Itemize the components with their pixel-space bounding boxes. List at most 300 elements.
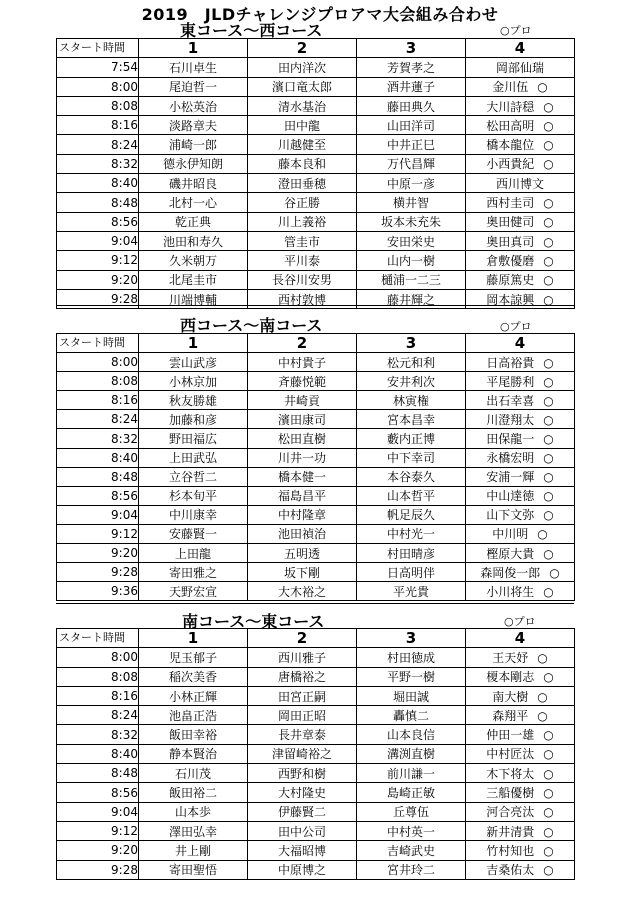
player-cell	[139, 270, 248, 289]
player-name: 河合亮汰	[486, 805, 535, 820]
player-name: 川越健至	[277, 138, 326, 153]
player-cell	[357, 372, 466, 391]
table-row	[57, 429, 575, 448]
player-cell	[357, 563, 466, 582]
pro-marker: ○	[543, 451, 554, 466]
player-name: 久米朝万	[168, 253, 217, 268]
player-cell	[248, 860, 357, 879]
player-cell	[248, 686, 357, 705]
player-cell	[357, 486, 466, 505]
player-name: 中村貴子	[277, 355, 326, 370]
player-cell	[466, 448, 575, 467]
table-row	[57, 231, 575, 250]
player-name: 中村光一	[386, 527, 435, 542]
player-slot-header: 1	[139, 629, 248, 648]
player-name: 三船優樹	[486, 786, 535, 801]
start-time-cell: 9:04	[57, 231, 139, 250]
section-divider	[56, 603, 574, 604]
player-cell	[248, 706, 357, 725]
player-name: 澄田垂穂	[277, 176, 326, 191]
player-slot-header: 4	[466, 39, 575, 58]
player-cell	[248, 783, 357, 802]
player-slot-header: 4	[466, 334, 575, 353]
player-cell	[139, 841, 248, 860]
player-name: 坂本未充朱	[380, 215, 441, 230]
start-time-cell: 9:20	[57, 270, 139, 289]
pro-marker: ○	[543, 584, 554, 599]
player-name: 小西貴紀	[486, 157, 535, 172]
pro-marker: ○	[543, 292, 554, 307]
player-cell	[466, 193, 575, 212]
player-cell	[466, 486, 575, 505]
player-name: 吉崎武史	[386, 843, 435, 858]
player-name: 長谷川安男	[271, 273, 332, 288]
player-name: 中川康幸	[168, 508, 217, 523]
player-name: 飯田裕二	[168, 786, 217, 801]
player-cell	[248, 648, 357, 667]
table-row	[57, 193, 575, 212]
start-time-cell: 8:32	[57, 429, 139, 448]
player-name: 安藤賢一	[168, 527, 217, 542]
start-time-cell: 8:24	[57, 135, 139, 154]
player-name: 雲山武彦	[168, 355, 217, 370]
pro-marker: ○	[543, 118, 554, 133]
player-name: 長井章泰	[277, 728, 326, 743]
player-cell	[248, 524, 357, 543]
pro-marker: ○	[543, 766, 554, 781]
player-name: 宮井玲二	[386, 863, 435, 878]
player-name: 坂下剛	[283, 565, 320, 580]
player-cell	[357, 58, 466, 77]
start-time-cell: 8:56	[57, 783, 139, 802]
table-row	[57, 648, 575, 667]
player-name: 飯田幸裕	[168, 728, 217, 743]
player-slot-header: 3	[357, 334, 466, 353]
player-name: 田内洋次	[277, 60, 326, 75]
pairing-table	[56, 628, 575, 880]
player-name: 中川明	[492, 527, 529, 542]
player-name: 井崎貢	[283, 393, 320, 408]
table-row	[57, 860, 575, 879]
player-name: 上田龍	[174, 546, 211, 561]
player-name: 万代昌輝	[386, 157, 435, 172]
player-name: 山下文弥	[486, 508, 535, 523]
player-cell	[248, 802, 357, 821]
player-name: 西村圭司	[486, 196, 535, 211]
player-name: 稲次美香	[168, 670, 217, 685]
player-cell	[466, 212, 575, 231]
player-cell	[139, 372, 248, 391]
player-name: 平野一樹	[386, 670, 435, 685]
player-cell	[139, 212, 248, 231]
start-time-cell: 9:12	[57, 524, 139, 543]
player-name: 大川詩穏	[486, 99, 535, 114]
player-cell	[357, 410, 466, 429]
pro-marker: ○	[537, 689, 548, 704]
player-slot-header: 3	[357, 629, 466, 648]
player-name: 金川伍	[492, 80, 529, 95]
table-row	[57, 251, 575, 270]
player-name: 新井清貴	[486, 824, 535, 839]
player-name: 奥田健司	[486, 215, 535, 230]
player-name: 日高明伴	[386, 565, 435, 580]
player-cell	[139, 448, 248, 467]
player-name: 石川茂	[174, 766, 211, 781]
player-cell	[248, 154, 357, 173]
pro-marker: ○	[537, 527, 548, 542]
section-title: 西コース～南コース	[180, 316, 323, 335]
table-header-row	[57, 334, 575, 353]
start-time-cell: 8:00	[57, 648, 139, 667]
player-name: 田中龍	[283, 118, 320, 133]
player-name: 大村隆史	[277, 786, 326, 801]
player-cell	[248, 448, 357, 467]
start-time-cell: 9:28	[57, 860, 139, 879]
player-name: 藤井輝之	[386, 292, 435, 307]
player-name: 津留崎裕之	[271, 747, 332, 762]
pro-marker: ○	[543, 234, 554, 249]
player-cell	[139, 251, 248, 270]
start-time-cell: 8:24	[57, 410, 139, 429]
player-cell	[139, 648, 248, 667]
player-name: 樋浦一二三	[380, 273, 441, 288]
player-name: 立谷哲二	[168, 470, 217, 485]
pro-marker: ○	[543, 546, 554, 561]
page-title: 2019 JLDチャレンジプロアマ大会組み合わせ	[141, 5, 499, 24]
player-name: 村田晴彦	[386, 546, 435, 561]
player-name: 小松英治	[168, 99, 217, 114]
player-cell	[466, 77, 575, 96]
player-cell	[139, 135, 248, 154]
player-cell	[357, 860, 466, 879]
pro-marker: ○	[543, 843, 554, 858]
player-name: 出石幸喜	[486, 393, 535, 408]
player-name: 中原博之	[277, 863, 326, 878]
start-time-cell: 9:20	[57, 841, 139, 860]
player-cell	[248, 582, 357, 601]
player-cell	[357, 821, 466, 840]
player-name: 藤原篤史	[486, 273, 535, 288]
player-cell	[466, 667, 575, 686]
start-time-cell: 9:20	[57, 544, 139, 563]
player-name: 中山達徳	[486, 489, 535, 504]
player-name: 山本哲平	[386, 489, 435, 504]
player-name: 池畠正浩	[168, 708, 217, 723]
player-name: 松元和利	[386, 355, 435, 370]
player-cell	[139, 706, 248, 725]
pairing-table	[56, 38, 575, 309]
pro-marker: ○	[543, 728, 554, 743]
table-row	[57, 706, 575, 725]
table-row	[57, 135, 575, 154]
player-name: 山本良信	[386, 728, 435, 743]
player-cell	[466, 135, 575, 154]
player-name: 斉藤悦範	[277, 374, 326, 389]
player-cell	[466, 544, 575, 563]
player-cell	[466, 505, 575, 524]
player-cell	[466, 725, 575, 744]
player-name: 野田福広	[168, 432, 217, 447]
start-time-cell: 9:28	[57, 563, 139, 582]
start-time-cell: 9:28	[57, 289, 139, 308]
start-time-cell: 8:40	[57, 744, 139, 763]
player-name: 秋友勝雄	[168, 393, 217, 408]
start-time-cell: 8:08	[57, 96, 139, 115]
player-cell	[139, 582, 248, 601]
player-cell	[357, 77, 466, 96]
player-name: 溝渕直樹	[386, 747, 435, 762]
pairing-table	[56, 333, 575, 601]
player-name: 中村匠汰	[486, 747, 535, 762]
player-name: 西村敦博	[277, 292, 326, 307]
player-cell	[357, 135, 466, 154]
player-name: 奥田真司	[486, 234, 535, 249]
player-name: 清水基治	[277, 99, 326, 114]
table-row	[57, 764, 575, 783]
table-row	[57, 212, 575, 231]
player-cell	[357, 251, 466, 270]
player-cell	[357, 96, 466, 115]
start-time-cell: 8:32	[57, 154, 139, 173]
player-cell	[248, 251, 357, 270]
player-name: 岡本諒興	[486, 292, 535, 307]
player-cell	[357, 686, 466, 705]
player-name: 川井一功	[277, 451, 326, 466]
player-cell	[248, 544, 357, 563]
player-slot-header: 1	[139, 334, 248, 353]
start-time-cell: 8:40	[57, 448, 139, 467]
pro-marker: ○	[543, 215, 554, 230]
pro-legend: ○プロ	[500, 320, 532, 333]
player-name: 加藤和彦	[168, 412, 217, 427]
player-name: 日高裕貴	[486, 355, 535, 370]
player-name: 浦崎一郎	[168, 138, 217, 153]
player-name: 川上義裕	[277, 215, 326, 230]
player-cell	[248, 841, 357, 860]
pro-legend: ○プロ	[500, 24, 532, 37]
table-row	[57, 544, 575, 563]
player-cell	[357, 448, 466, 467]
section-divider	[56, 305, 574, 306]
player-cell	[139, 686, 248, 705]
player-cell	[248, 231, 357, 250]
table-row	[57, 116, 575, 135]
table-row	[57, 448, 575, 467]
player-name: 本谷泰久	[386, 470, 435, 485]
player-cell	[139, 544, 248, 563]
player-cell	[248, 193, 357, 212]
player-cell	[248, 96, 357, 115]
player-cell	[466, 821, 575, 840]
player-cell	[357, 841, 466, 860]
player-cell	[139, 725, 248, 744]
table-row	[57, 410, 575, 429]
player-cell	[357, 582, 466, 601]
table-row	[57, 821, 575, 840]
player-cell	[466, 764, 575, 783]
pro-marker: ○	[543, 253, 554, 268]
player-cell	[139, 524, 248, 543]
player-cell	[466, 410, 575, 429]
section-title: 南コース～東コース	[182, 612, 325, 631]
player-cell	[357, 231, 466, 250]
player-cell	[466, 524, 575, 543]
player-name: 前川謙一	[386, 766, 435, 781]
player-name: 五明透	[283, 546, 320, 561]
start-time-cell: 8:56	[57, 212, 139, 231]
pro-marker: ○	[543, 747, 554, 762]
player-name: 森岡俊一郎	[480, 565, 541, 580]
player-cell	[466, 391, 575, 410]
player-cell	[139, 391, 248, 410]
player-cell	[466, 353, 575, 372]
player-cell	[357, 706, 466, 725]
player-cell	[466, 174, 575, 193]
player-cell	[466, 744, 575, 763]
player-cell	[357, 391, 466, 410]
start-time-cell: 8:24	[57, 706, 139, 725]
player-name: 西川博文	[495, 176, 544, 191]
player-cell	[466, 429, 575, 448]
player-name: 中村隆章	[277, 508, 326, 523]
start-time-header: スタート時間	[57, 334, 139, 353]
player-name: 中村英一	[386, 824, 435, 839]
player-cell	[466, 706, 575, 725]
player-cell	[248, 212, 357, 231]
player-name: 伊藤賢二	[277, 805, 326, 820]
player-cell	[139, 486, 248, 505]
table-row	[57, 353, 575, 372]
player-name: 島崎正敏	[386, 786, 435, 801]
player-cell	[248, 116, 357, 135]
start-time-cell: 7:54	[57, 58, 139, 77]
player-cell	[357, 544, 466, 563]
player-name: 橋本健一	[277, 470, 326, 485]
player-cell	[248, 372, 357, 391]
table-row	[57, 505, 575, 524]
player-name: 澤田弘幸	[168, 824, 217, 839]
player-name: 木下将太	[486, 766, 535, 781]
pro-marker: ○	[543, 805, 554, 820]
player-cell	[466, 96, 575, 115]
table-row	[57, 467, 575, 486]
player-cell	[466, 648, 575, 667]
player-name: 寄田聖悟	[168, 863, 217, 878]
player-name: 德永伊知朗	[162, 157, 223, 172]
player-slot-header: 2	[248, 629, 357, 648]
start-time-cell: 8:16	[57, 116, 139, 135]
player-name: 中下幸司	[386, 451, 435, 466]
player-name: 横井智	[392, 196, 429, 211]
player-name: 川端博輔	[168, 292, 217, 307]
player-cell	[139, 467, 248, 486]
pro-marker: ○	[543, 393, 554, 408]
table-row	[57, 744, 575, 763]
player-name: 轟慎二	[392, 708, 429, 723]
player-name: 藪内正博	[386, 432, 435, 447]
player-name: 上田武弘	[168, 451, 217, 466]
player-cell	[357, 667, 466, 686]
player-name: 西川雅子	[277, 650, 326, 665]
pro-marker: ○	[543, 355, 554, 370]
table-row	[57, 667, 575, 686]
player-name: 松田直樹	[277, 432, 326, 447]
player-cell	[248, 410, 357, 429]
start-time-cell: 8:48	[57, 764, 139, 783]
table-row	[57, 391, 575, 410]
player-name: 中原一彦	[386, 176, 435, 191]
start-time-header: スタート時間	[57, 629, 139, 648]
start-time-cell: 8:00	[57, 353, 139, 372]
start-time-header: スタート時間	[57, 39, 139, 58]
table-row	[57, 174, 575, 193]
section-title: 東コース～西コース	[180, 21, 323, 40]
player-cell	[357, 270, 466, 289]
table-row	[57, 686, 575, 705]
player-cell	[357, 744, 466, 763]
table-row	[57, 96, 575, 115]
table-row	[57, 802, 575, 821]
player-cell	[466, 582, 575, 601]
start-time-cell: 8:56	[57, 486, 139, 505]
start-time-cell: 9:36	[57, 582, 139, 601]
pro-marker: ○	[543, 863, 554, 878]
player-name: 山田洋司	[386, 118, 435, 133]
player-cell	[139, 58, 248, 77]
player-name: 小林京加	[168, 374, 217, 389]
player-name: 北尾圭市	[168, 273, 217, 288]
player-cell	[466, 467, 575, 486]
player-name: 淡路章夫	[168, 118, 217, 133]
table-row	[57, 783, 575, 802]
player-cell	[466, 802, 575, 821]
pro-marker: ○	[537, 80, 548, 95]
player-slot-header: 3	[357, 39, 466, 58]
start-time-cell: 9:12	[57, 821, 139, 840]
player-name: 平川泰	[283, 253, 320, 268]
player-cell	[139, 667, 248, 686]
player-cell	[357, 193, 466, 212]
pro-marker: ○	[543, 374, 554, 389]
player-name: 帆足辰久	[386, 508, 435, 523]
table-row	[57, 154, 575, 173]
player-name: 林寅権	[392, 393, 429, 408]
table-row	[57, 563, 575, 582]
player-name: 濱口竜太郎	[271, 80, 332, 95]
player-cell	[139, 96, 248, 115]
player-slot-header: 1	[139, 39, 248, 58]
player-name: 井上剛	[174, 843, 211, 858]
player-name: 岡部仙瑞	[495, 60, 544, 75]
start-time-cell: 9:04	[57, 802, 139, 821]
pro-legend: ○プロ	[504, 615, 536, 628]
player-cell	[139, 783, 248, 802]
player-name: 藤田典久	[386, 99, 435, 114]
start-time-cell: 8:32	[57, 725, 139, 744]
player-cell	[139, 860, 248, 879]
player-cell	[248, 764, 357, 783]
player-cell	[139, 353, 248, 372]
player-cell	[248, 821, 357, 840]
player-name: 寄田雅之	[168, 565, 217, 580]
player-name: 王天妤	[492, 650, 529, 665]
player-name: 堀田誠	[392, 689, 429, 704]
player-name: 森翔平	[492, 708, 529, 723]
player-cell	[248, 270, 357, 289]
player-cell	[357, 648, 466, 667]
pro-marker: ○	[549, 565, 560, 580]
player-cell	[357, 174, 466, 193]
